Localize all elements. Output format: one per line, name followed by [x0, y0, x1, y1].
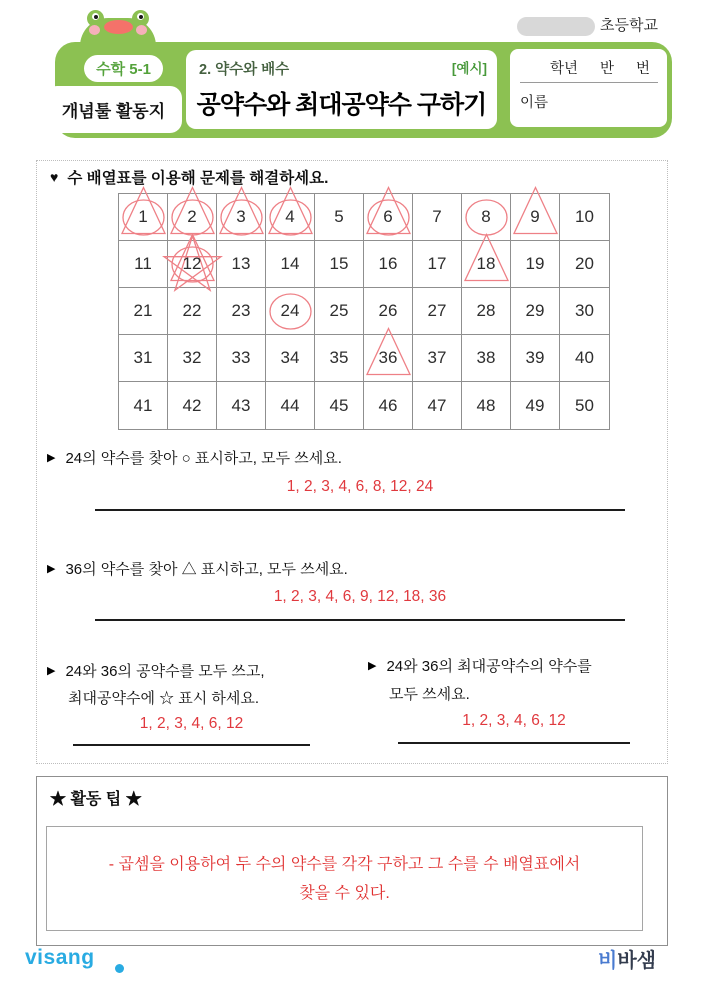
table-cell: [315, 241, 364, 288]
question-3: [47, 660, 265, 681]
table-cell: [413, 382, 462, 429]
cell-number: 44: [280, 395, 300, 415]
table-cell: [560, 194, 609, 241]
table-cell: [413, 194, 462, 241]
cell-number: 5: [334, 207, 344, 226]
activity-tip-content: [46, 826, 643, 931]
example-tag: [예시]: [451, 61, 487, 76]
table-cell: [217, 241, 266, 288]
cell-number: 27: [427, 301, 447, 320]
table-cell: [315, 335, 364, 382]
cell-number: 1: [138, 207, 148, 226]
table-cell: [119, 194, 168, 241]
table-cell: [266, 241, 315, 288]
table-cell: [560, 288, 609, 335]
cell-number: 49: [525, 395, 545, 415]
arrow-bullet-icon: ▶: [47, 665, 56, 677]
table-cell: [217, 382, 266, 429]
table-cell: [560, 382, 609, 429]
cell-number: 21: [133, 301, 153, 320]
table-cell: [462, 288, 511, 335]
table-cell: [217, 194, 266, 241]
table-cell: [462, 335, 511, 382]
worksheet-type-label: 개념툴 활동지: [45, 86, 182, 133]
cell-number: 48: [476, 395, 496, 415]
table-cell: [168, 382, 217, 429]
tip-line-1: - 곱셈을 이용하여 두 수의 약수를 각각 구하고 그 수를 수 배열표에서: [108, 855, 581, 873]
arrow-bullet-icon: ▶: [47, 563, 56, 575]
table-cell: [462, 382, 511, 429]
question-1-answer: 1, 2, 3, 4, 6, 8, 12, 24: [286, 478, 434, 495]
cell-number: 46: [378, 395, 398, 415]
unit-label: 2. 약수와 배수: [199, 62, 290, 78]
question-4: [368, 655, 592, 676]
name-label: 이름: [520, 95, 549, 111]
table-cell: [511, 288, 560, 335]
cell-number: 40: [575, 348, 594, 367]
cell-number: 19: [525, 254, 545, 273]
cell-number: 36: [378, 348, 398, 367]
table-cell: [560, 335, 609, 382]
number-grid: [118, 193, 610, 430]
table-cell: [364, 194, 413, 241]
cell-number: 28: [476, 301, 496, 320]
table-cell: [119, 335, 168, 382]
instruction-line: [50, 166, 328, 188]
question-4-text-line2: 모두 쓰세요.: [389, 686, 470, 703]
answer-line-4: [398, 742, 630, 744]
table-cell: [266, 382, 315, 429]
frog-pupil: [92, 13, 99, 20]
cell-number: 17: [427, 254, 447, 273]
grade-label: 학년: [550, 61, 579, 77]
table-cell: [462, 194, 511, 241]
cell-number: 13: [231, 254, 251, 273]
question-3-answer: 1, 2, 3, 4, 6, 12: [139, 715, 244, 732]
table-cell: [119, 382, 168, 429]
table-cell: [266, 288, 315, 335]
table-cell: [168, 194, 217, 241]
grade-class-number-row: [520, 56, 658, 83]
table-cell: [217, 335, 266, 382]
cell-number: 25: [329, 301, 349, 320]
answer-line-1: [95, 509, 625, 511]
table-cell: [364, 382, 413, 429]
cell-number: 45: [329, 395, 349, 415]
cell-number: 10: [575, 207, 594, 226]
cell-number: 37: [427, 348, 447, 367]
cell-number: 32: [182, 348, 202, 367]
cell-number: 16: [378, 254, 398, 273]
number-label: 번: [635, 61, 650, 77]
table-cell: [413, 288, 462, 335]
table-cell: [462, 241, 511, 288]
visang-logo-dot: [115, 964, 124, 973]
title-box: [186, 50, 497, 129]
question-2-text: 36의 약수를 찾아 △ 표시하고, 모두 쓰세요.: [65, 561, 348, 578]
cell-number: 2: [187, 207, 197, 226]
table-cell: [217, 288, 266, 335]
table-cell: [511, 194, 560, 241]
table-cell: [511, 335, 560, 382]
frog-cheek: [89, 25, 100, 35]
cell-number: 50: [575, 395, 594, 415]
frog-cheek: [136, 25, 147, 35]
cell-number: 12: [182, 254, 202, 273]
cell-number: 30: [575, 301, 594, 320]
activity-tip-heading: ★ 활동 팁 ★: [50, 791, 142, 808]
cell-number: 23: [231, 301, 251, 320]
cell-number: 4: [285, 207, 295, 226]
question-2: [47, 558, 348, 579]
cell-number: 8: [481, 207, 491, 226]
cell-number: 15: [329, 254, 349, 273]
table-cell: [168, 241, 217, 288]
cell-number: 29: [525, 301, 545, 320]
question-4-text-line1: 24와 36의 최대공약수의 약수를: [386, 658, 592, 675]
table-cell: [168, 335, 217, 382]
cell-number: 38: [476, 348, 496, 367]
table-cell: [266, 335, 315, 382]
table-cell: [315, 194, 364, 241]
cell-number: 3: [236, 207, 246, 226]
frog-mouth: [104, 20, 133, 34]
student-info-box: [510, 49, 667, 127]
table-cell: [413, 335, 462, 382]
table-cell: [413, 241, 462, 288]
answer-line-3: [73, 744, 310, 746]
table-cell: [560, 241, 609, 288]
cell-number: 33: [231, 348, 251, 367]
cell-number: 39: [525, 348, 545, 367]
question-1: [47, 447, 342, 468]
arrow-bullet-icon: ▶: [368, 660, 377, 672]
cell-number: 7: [432, 207, 442, 226]
subject-badge: 수학 5-1: [84, 55, 163, 82]
table-cell: [315, 382, 364, 429]
visang-logo: visang: [25, 946, 95, 969]
school-suffix-label: 초등학교: [600, 17, 658, 34]
table-cell: [511, 382, 560, 429]
frog-pupil: [137, 13, 144, 20]
table-cell: [119, 288, 168, 335]
table-cell: [315, 288, 364, 335]
cell-number: 41: [133, 395, 153, 415]
cell-number: 42: [182, 395, 202, 415]
question-4-answer: 1, 2, 3, 4, 6, 12: [462, 712, 566, 729]
vivasam-logo-rest: 바샘: [617, 950, 656, 972]
instruction-text: 수 배열표를 이용해 문제를 해결하세요.: [67, 170, 329, 187]
table-cell: [119, 241, 168, 288]
class-label: 반: [599, 61, 614, 77]
cell-number: 20: [575, 254, 594, 273]
vivasam-logo-accent: 비: [598, 950, 618, 972]
question-3-text-line2: 최대공약수에 ☆ 표시 하세요.: [68, 690, 260, 707]
table-cell: [364, 335, 413, 382]
cell-number: 22: [182, 301, 202, 320]
table-cell: [364, 288, 413, 335]
heart-icon: ♥: [50, 169, 59, 185]
question-1-text: 24의 약수를 찾아 ○ 표시하고, 모두 쓰세요.: [65, 450, 342, 467]
cell-number: 11: [134, 254, 152, 273]
cell-number: 18: [476, 254, 496, 273]
cell-number: 24: [280, 301, 300, 320]
answer-line-2: [95, 619, 625, 621]
cell-number: 31: [133, 348, 153, 367]
cell-number: 6: [383, 207, 393, 226]
cell-number: 9: [530, 207, 540, 226]
table-cell: [511, 241, 560, 288]
question-2-answer: 1, 2, 3, 4, 6, 9, 12, 18, 36: [273, 588, 447, 605]
cell-number: 26: [378, 301, 398, 320]
cell-number: 43: [231, 395, 251, 415]
vivasam-logo: [598, 944, 656, 973]
cell-number: 34: [280, 348, 300, 367]
question-3-text-line1: 24와 36의 공약수를 모두 쓰고,: [65, 663, 265, 680]
table-cell: [266, 194, 315, 241]
cell-number: 47: [427, 395, 447, 415]
cell-number: 14: [280, 254, 300, 273]
tip-line-2: 찾을 수 있다.: [299, 884, 390, 902]
page-title: 공약수와 최대공약수 구하기: [196, 91, 487, 119]
table-cell: [364, 241, 413, 288]
cell-number: 35: [329, 348, 349, 367]
table-cell: [168, 288, 217, 335]
frog-mascot-icon: [80, 8, 156, 54]
school-name-blank: [517, 17, 595, 36]
arrow-bullet-icon: ▶: [47, 452, 56, 464]
